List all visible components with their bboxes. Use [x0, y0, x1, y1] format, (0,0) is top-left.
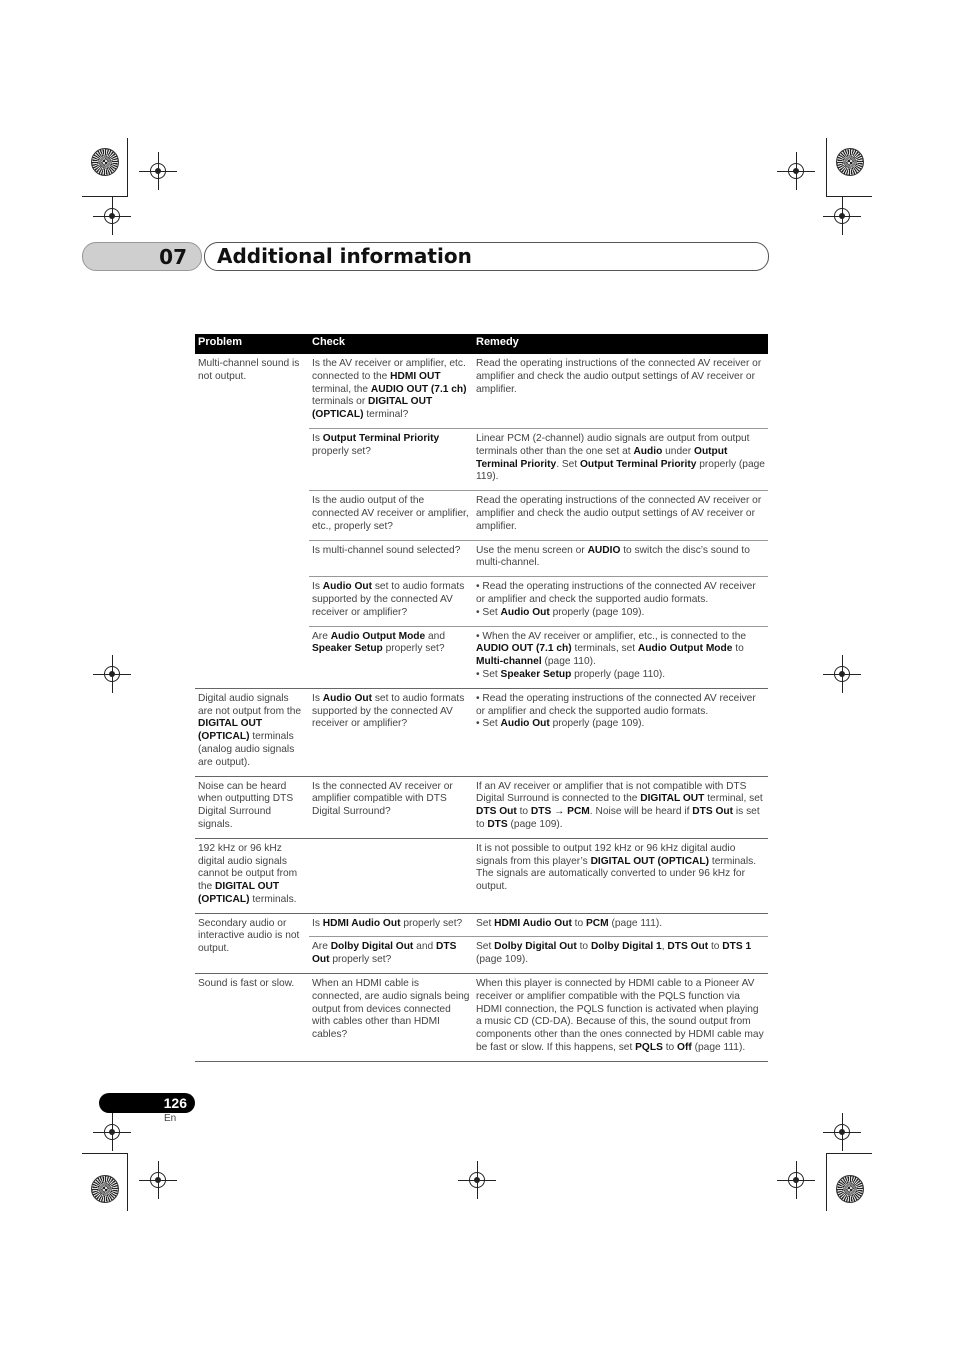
- table-group: [195, 354, 768, 689]
- remedy-cell: Use the menu screen or AUDIO to switch the disc’s sound to multi-channel.: [476, 544, 750, 569]
- page-number: 126: [163, 1095, 187, 1111]
- table-group: [195, 914, 768, 974]
- table-group: [195, 689, 768, 777]
- crop-line: [826, 138, 827, 196]
- table-group: [195, 839, 768, 914]
- crop-line: [127, 1153, 128, 1211]
- remedy-cell: Read the operating instructions of the connected AV receiver or amplifier and check the audio output settings of AV receiver or amplifier.: [476, 495, 762, 532]
- remedy-cell: When this player is connected by HDMI cable to a Pioneer AV receiver or amplifier compatible with the PQLS function via HDMI connection, the PQLS function is activated when playing a music CD (CD-DA). Because of this, the sound output from components other than the ones connected by HDMI cable may be fast or slow. If this happens, set PQLS to Off (page 111).: [476, 978, 764, 1054]
- table-body: [195, 354, 768, 1062]
- remedy-cell: Read the operating instructions of the connected AV receiver or amplifier and check the audio output settings of AV receiver or amplifier.: [476, 358, 762, 395]
- table-row: [309, 689, 768, 737]
- table-row: [309, 974, 768, 1061]
- check-cell: Is Output Terminal Priority properly set?: [312, 432, 440, 457]
- registration-dial-icon: [836, 148, 864, 176]
- page-number-badge: [99, 1093, 195, 1113]
- table-row: [309, 428, 768, 490]
- remedy-cell: • Read the operating instructions of the connected AV receiver or amplifier and check the supported audio formats. • Set Audio Out properly (page 109).: [476, 581, 756, 618]
- table-row: [309, 777, 768, 838]
- check-cell: Are Audio Output Mode and Speaker Setup properly set?: [312, 630, 446, 655]
- check-cell: Are Dolby Digital Out and DTS Out properly set?: [312, 941, 457, 966]
- registration-dial-icon: [836, 1175, 864, 1203]
- remedy-cell: • Read the operating instructions of the connected AV receiver or amplifier and check the supported audio formats. • Set Audio Out properly (page 109).: [476, 692, 756, 730]
- problem-cell: Noise can be heard when outputting DTS Digital Surround signals.: [198, 780, 294, 830]
- problem-cell: Multi-channel sound is not output.: [198, 358, 300, 382]
- check-cell: Is multi-channel sound selected?: [312, 544, 461, 556]
- problem-cell: Digital audio signals are not output from the DIGITAL OUT (OPTICAL) terminals (analog audio signals are output).: [198, 692, 302, 768]
- problem-cell: Sound is fast or slow.: [198, 978, 295, 990]
- crop-line: [82, 1153, 128, 1154]
- crop-line: [826, 1153, 872, 1154]
- table-row: [309, 354, 768, 428]
- chapter-number-badge: [82, 242, 202, 271]
- check-cell: Is the AV receiver or amplifier, etc. connected to the HDMI OUT terminal, the AUDIO OUT (7.1 ch) terminals or DIGITAL OUT (OPTICAL) terminal?: [312, 358, 467, 421]
- table-row: [309, 839, 768, 900]
- remedy-cell: • When the AV receiver or amplifier, etc., is connected to the AUDIO OUT (7.1 ch) terminals, set Audio Output Mode to Multi-channel (page 110). • Set Speaker Setup properly (page 110).: [476, 630, 747, 680]
- problem-cell: 192 kHz or 96 kHz digital audio signals cannot be output from the DIGITAL OUT (OPTICAL) terminals.: [198, 842, 298, 905]
- remedy-cell: Set Dolby Digital Out to Dolby Digital 1, DTS Out to DTS 1 (page 109).: [476, 941, 752, 966]
- chapter-title-bar: [204, 242, 769, 271]
- table-row: [309, 936, 768, 973]
- crop-line: [826, 1153, 827, 1211]
- table-row: [309, 626, 768, 688]
- remedy-cell: Set HDMI Audio Out to PCM (page 111).: [476, 917, 663, 929]
- check-cell: Is Audio Out set to audio formats supported by the connected AV receiver or amplifier?: [312, 692, 465, 730]
- check-cell: [309, 839, 473, 900]
- crop-line: [826, 196, 872, 197]
- problem-cell: Secondary audio or interactive audio is not output.: [198, 917, 300, 955]
- remedy-cell: If an AV receiver or amplifier that is not compatible with DTS Digital Surround is connected to the DIGITAL OUT terminal, set DTS Out to DTS → PCM. Noise will be heard if DTS Out is set to DTS (page 109).: [476, 780, 763, 830]
- remedy-cell: Linear PCM (2-channel) audio signals are output from output terminals other than the one set at Audio under Output Terminal Priority. Set Output Terminal Priority properly (page 119).: [476, 432, 765, 483]
- table-group: [195, 974, 768, 1062]
- table-row: [309, 540, 768, 577]
- check-cell: Is the audio output of the connected AV receiver or amplifier, etc., properly set?: [312, 495, 469, 532]
- chapter-number: 07: [159, 245, 187, 269]
- table-group: [195, 777, 768, 839]
- troubleshooting-table: [195, 334, 768, 1062]
- crop-line: [127, 138, 128, 196]
- header-remedy: Remedy: [476, 336, 519, 348]
- check-cell: Is HDMI Audio Out properly set?: [312, 917, 463, 929]
- header-problem: Problem: [198, 336, 243, 348]
- crop-line: [82, 196, 128, 197]
- registration-dial-icon: [91, 1175, 119, 1203]
- remedy-cell: It is not possible to output 192 kHz or 96 kHz digital audio signals from this player’s DIGITAL OUT (OPTICAL) terminals. The signals are automatically converted to under 96 kHz for output.: [476, 842, 757, 893]
- registration-dial-icon: [91, 148, 119, 176]
- header-check: Check: [312, 336, 346, 348]
- table-row: [309, 490, 768, 539]
- check-cell: When an HDMI cable is connected, are audio signals being output from devices connected with cables other than HDMI cables?: [312, 978, 470, 1041]
- chapter-title: Additional information: [217, 244, 472, 268]
- language-code: En: [164, 1113, 177, 1124]
- check-cell: Is Audio Out set to audio formats supported by the connected AV receiver or amplifier?: [312, 581, 465, 618]
- check-cell: Is the connected AV receiver or amplifier compatible with DTS Digital Surround?: [312, 780, 453, 818]
- table-header: [195, 334, 768, 354]
- table-row: [309, 576, 768, 625]
- table-row: [309, 914, 768, 937]
